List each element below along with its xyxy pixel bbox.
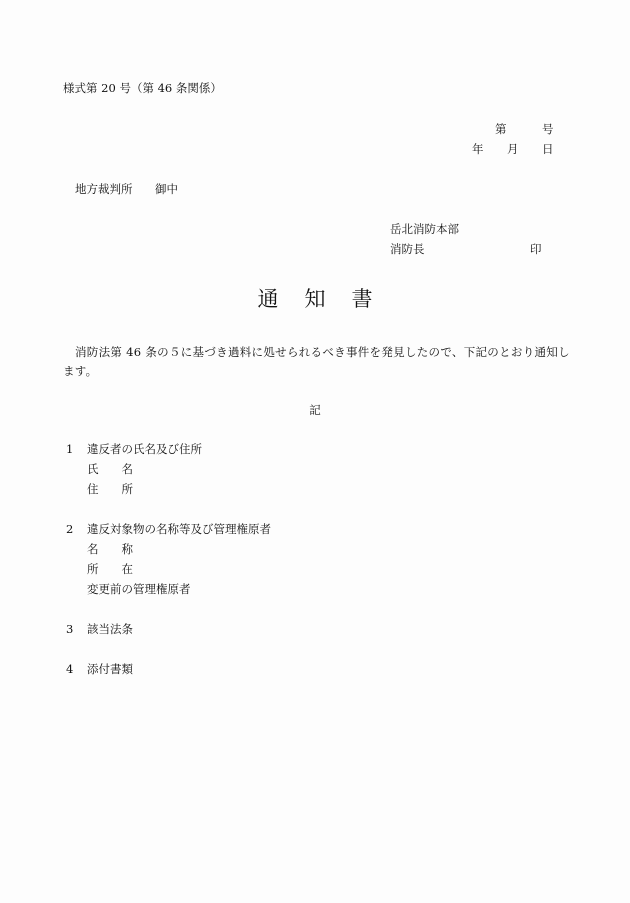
item-number: 3 [66,622,74,636]
item-number: 2 [66,522,74,536]
item-label: 違反者の氏名及び住所 [87,442,202,456]
item-sub-field: 名 称 [87,542,133,556]
item-label: 添付書類 [87,662,133,676]
date-year: 年 [472,142,484,156]
item-sub-field: 変更前の管理権原者 [87,582,191,596]
item-sub-field: 所 在 [87,562,133,576]
form-label: 様式第 20 号（第 46 条関係） [63,81,222,95]
title-char: 書 [351,287,373,311]
item-label: 違反対象物の名称等及び管理権原者 [87,522,271,536]
addressee-name: 地方裁判所 [75,182,133,196]
title-char: 知 [304,287,326,311]
item-sub-field: 氏 名 [87,462,133,476]
date-month: 月 [507,142,519,156]
ki-heading: 記 [309,403,321,417]
sender-title: 消防長 [390,242,425,256]
doc-number-go: 号 [542,122,554,136]
item-number: 1 [66,442,74,456]
doc-number-dai: 第 [495,122,507,136]
addressee-honorific: 御中 [155,182,178,196]
item-sub-field: 住 所 [87,482,133,496]
item-label: 該当法条 [87,622,133,636]
sender-org: 岳北消防本部 [390,222,459,236]
date-day: 日 [542,142,554,156]
seal-mark: 印 [530,242,542,256]
item-number: 4 [66,662,74,676]
document-title [0,286,630,312]
body-paragraph: 消防法第 46 条の５に基づき過料に処せられるべき事件を発見したので、下記のとおり通知します。 [63,345,570,378]
title-char: 通 [257,287,279,311]
